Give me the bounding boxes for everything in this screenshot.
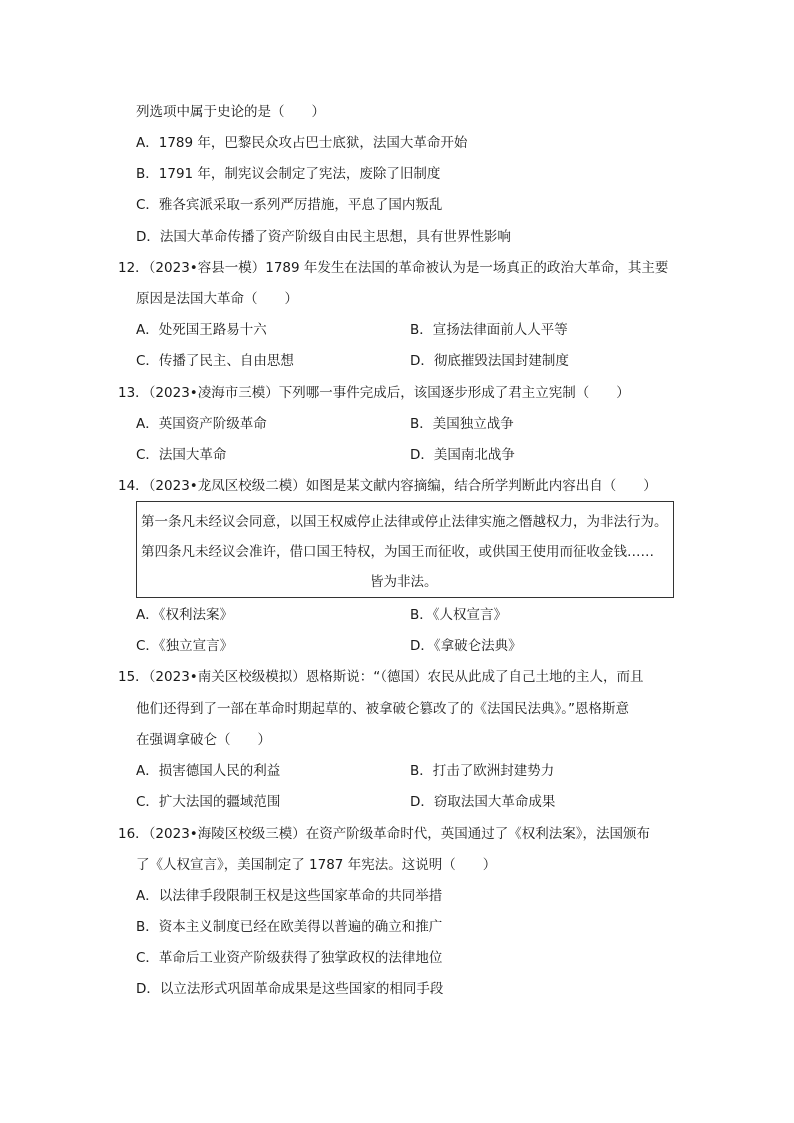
question-15-option-b: B．打击了欧洲封建势力: [410, 763, 555, 779]
question-13-option-a: A．英国资产阶级革命: [136, 416, 267, 432]
question-15-stem-cont-2: 在强调拿破仑（ ）: [136, 732, 271, 748]
question-14-option-a: A．《权利法案》: [136, 607, 233, 623]
question-13-option-c: C．法国大革命: [136, 447, 227, 463]
question-11-continuation: 列选项中属于史论的是（ ）: [136, 104, 325, 120]
question-11-option-b: B．1791 年，制宪议会制定了宪法，废除了旧制度: [136, 166, 441, 182]
question-14-stem: 14．（2023•龙凤区校级二模）如图是某文献内容摘编，结合所学判断此内容出自（ ）: [118, 478, 657, 494]
excerpt-line-2: 第四条凡未经议会准许，借口国王特权，为国王而征收，或供国王使用而征收金钱……: [141, 544, 654, 560]
question-15-option-c: C．扩大法国的疆域范围: [136, 794, 281, 810]
excerpt-line-1: 第一条凡未经议会同意，以国王权威停止法律或停止法律实施之僭越权力，为非法行为。: [141, 514, 668, 530]
question-12-option-b: B．宣扬法律面前人人平等: [410, 322, 568, 338]
question-16-option-a: A．以法律手段限制王权是这些国家革命的共同举措: [136, 888, 443, 904]
question-15-option-d: D．窃取法国大革命成果: [410, 794, 556, 810]
question-15-option-a: A．损害德国人民的利益: [136, 763, 281, 779]
question-16-option-b: B．资本主义制度已经在欧美得以普遍的确立和推广: [136, 919, 443, 935]
question-14-option-c: C．《独立宣言》: [136, 638, 234, 654]
question-16-option-c: C．革命后工业资产阶级获得了独掌政权的法律地位: [136, 950, 443, 966]
question-11-option-d: D．法国大革命传播了资产阶级自由民主思想，具有世界性影响: [136, 229, 511, 245]
question-14-option-d: D．《拿破仑法典》: [410, 638, 522, 654]
question-14-option-b: B．《人权宣言》: [410, 607, 508, 623]
question-12-option-d: D．彻底摧毁法国封建制度: [410, 353, 569, 369]
question-12-option-a: A．处死国王路易十六: [136, 322, 267, 338]
question-11-option-a: A．1789 年，巴黎民众攻占巴士底狱，法国大革命开始: [136, 135, 468, 151]
question-13-option-d: D．美国南北战争: [410, 447, 515, 463]
question-15-stem: 15．（2023•南关区校级模拟）恩格斯说：“（德国）农民从此成了自己土地的主人，而且: [118, 669, 644, 685]
question-12-stem-cont: 原因是法国大革命（ ）: [136, 291, 298, 307]
question-12-option-c: C．传播了民主、自由思想: [136, 353, 294, 369]
question-12-stem: 12．（2023•容县一模）1789 年发生在法国的革命被认为是一场真正的政治大革命，其主要: [118, 260, 669, 276]
question-16-stem-cont: 了《人权宣言》，美国制定了 1787 年宪法。这说明（ ）: [136, 857, 497, 873]
excerpt-line-3: 皆为非法。: [370, 574, 438, 590]
question-13-stem: 13．（2023•凌海市三模）下列哪一事件完成后，该国逐步形成了君主立宪制（ ）: [118, 385, 630, 401]
question-11-option-c: C．雅各宾派采取一系列严厉措施，平息了国内叛乱: [136, 197, 443, 213]
question-16-option-d: D．以立法形式巩固革命成果是这些国家的相同手段: [136, 981, 444, 997]
source-excerpt-box: [136, 501, 674, 598]
question-15-stem-cont-1: 他们还得到了一部在革命时期起草的、被拿破仑篡改了的《法国民法典》。”恩格斯意: [136, 701, 629, 717]
question-16-stem: 16．（2023•海陵区校级三模）在资产阶级革命时代，英国通过了《权利法案》，法国颁布: [118, 826, 650, 842]
question-13-option-b: B．美国独立战争: [410, 416, 514, 432]
